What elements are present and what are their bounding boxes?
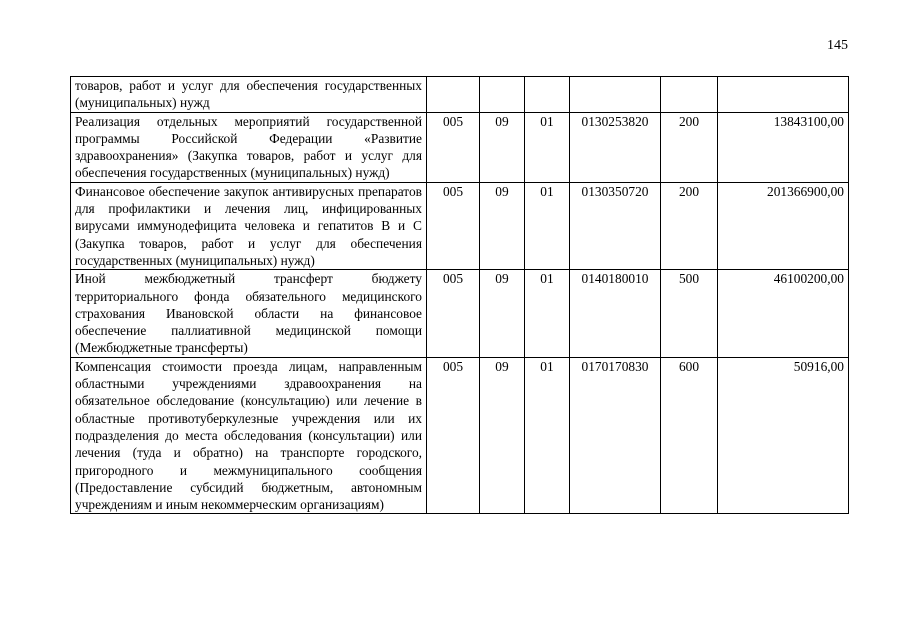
subsection-cell: 01 [525,357,570,514]
table-row [71,270,849,357]
page-number: 145 [827,38,848,53]
expense-type-cell: 500 [661,270,718,357]
subsection-cell [525,77,570,113]
expense-type-cell: 200 [661,112,718,182]
ved-cell: 005 [427,182,480,269]
table-row [71,77,849,113]
section-cell [480,77,525,113]
budget-table [70,76,849,514]
ved-cell [427,77,480,113]
expense-type-cell: 200 [661,182,718,269]
amount-cell [718,77,849,113]
target-article-cell: 0140180010 [570,270,661,357]
section-cell: 09 [480,182,525,269]
amount-cell: 46100200,00 [718,270,849,357]
row-name-cell: Финансовое обеспечение закупок антивирусных препаратов для профилактики и лечения лиц, инфицированных вирусами иммунодефицита человека и гепатитов B и C (Закупка товаров, работ и услуг для обеспечения государственных (муниципальных) нужд) [71,182,427,269]
amount-cell: 13843100,00 [718,112,849,182]
subsection-cell: 01 [525,112,570,182]
target-article-cell: 0130350720 [570,182,661,269]
amount-cell: 201366900,00 [718,182,849,269]
ved-cell: 005 [427,112,480,182]
amount-cell: 50916,00 [718,357,849,514]
target-article-cell [570,77,661,113]
table-row [71,357,849,514]
expense-type-cell [661,77,718,113]
table-row [71,182,849,269]
section-cell: 09 [480,270,525,357]
section-cell: 09 [480,112,525,182]
row-name-cell: товаров, работ и услуг для обеспечения государственных (муниципальных) нужд [71,77,427,113]
subsection-cell: 01 [525,182,570,269]
row-name-cell: Иной межбюджетный трансферт бюджету территориального фонда обязательного медицинского страхования Ивановской области на финансовое обеспечение паллиативной медицинской помощи (Межбюджетные трансферты) [71,270,427,357]
section-cell: 09 [480,357,525,514]
ved-cell: 005 [427,357,480,514]
target-article-cell: 0170170830 [570,357,661,514]
row-name-cell: Реализация отдельных мероприятий государственной программы Российской Федерации «Развитие здравоохранения» (Закупка товаров, работ и услуг для обеспечения государственных (муниципальных) нужд) [71,112,427,182]
expense-type-cell: 600 [661,357,718,514]
table-row [71,112,849,182]
ved-cell: 005 [427,270,480,357]
subsection-cell: 01 [525,270,570,357]
target-article-cell: 0130253820 [570,112,661,182]
row-name-cell: Компенсация стоимости проезда лицам, направленным областными учреждениями здравоохранения на обязательное обследование (консультацию) или лечение в областные противотуберкулезные учреждения или их подразделения до места обследования (консультации) или лечения (туда и обратно) на транспорте городского, пригородного и межмуниципального сообщения (Предоставление субсидий бюджетным, автономным учреждениям и иным некоммерческим организациям) [71,357,427,514]
